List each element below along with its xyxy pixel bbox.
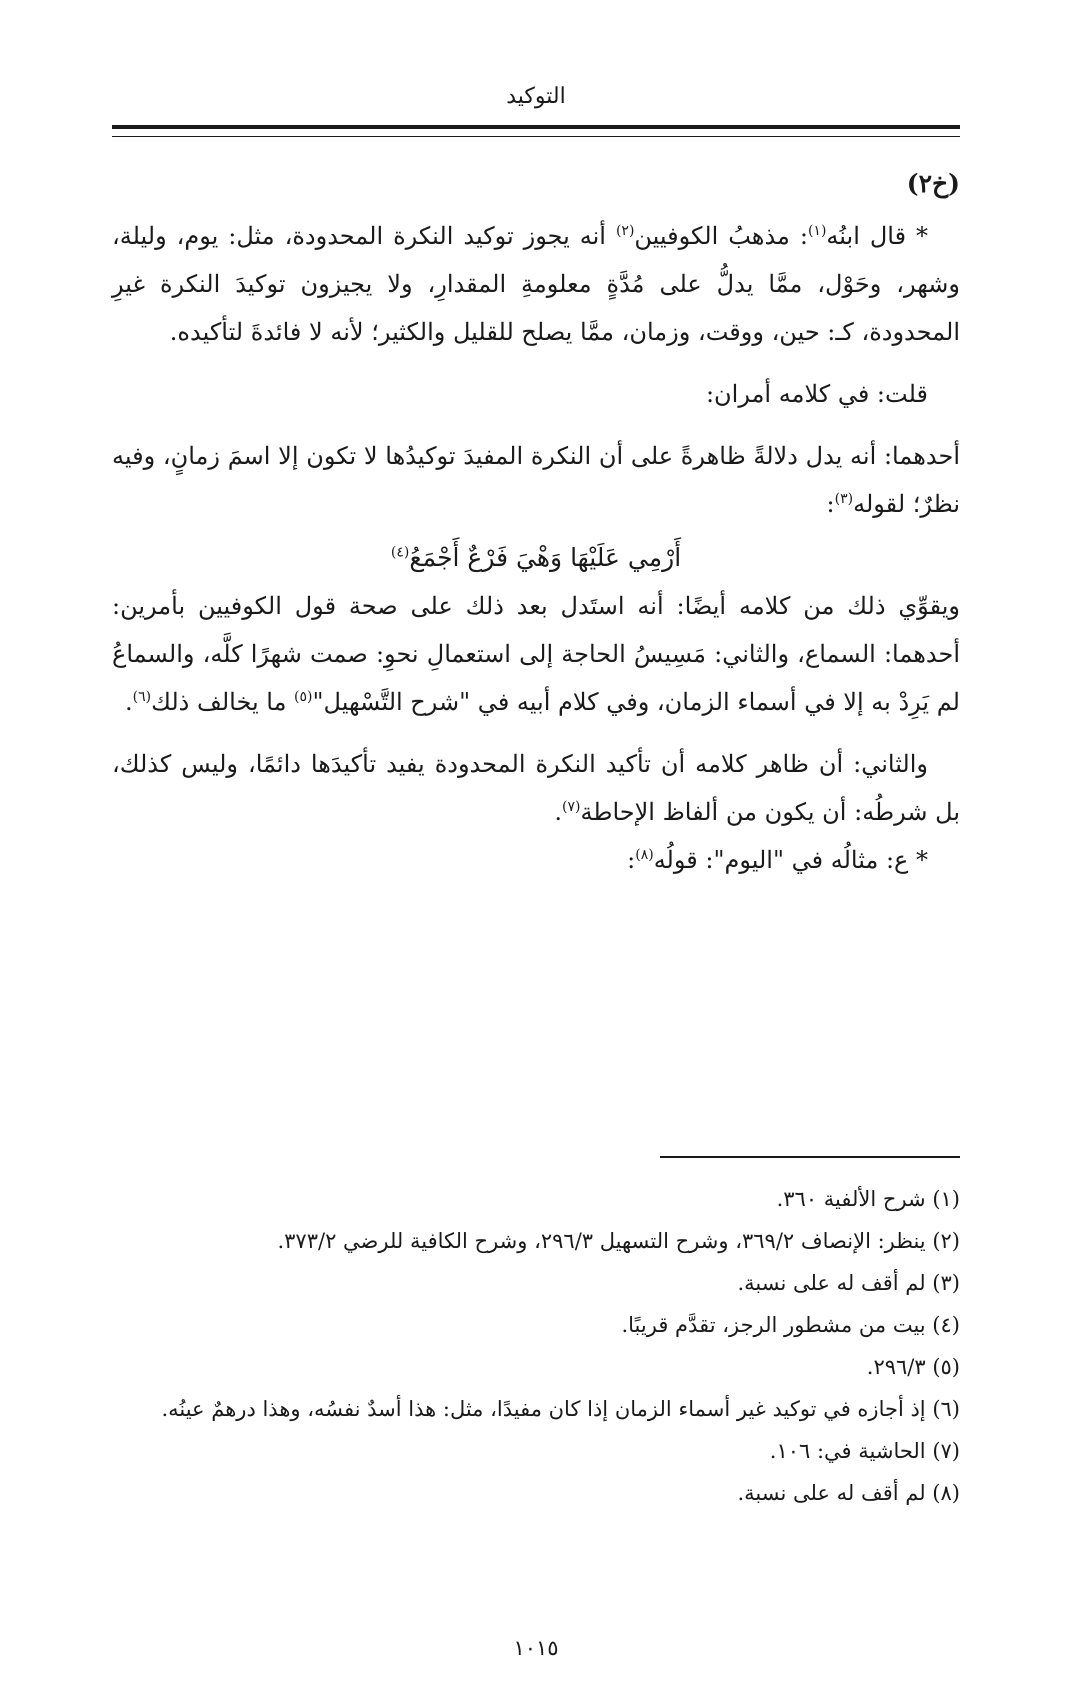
footnote-ref-1: (١) — [807, 223, 827, 239]
text-run: : — [826, 490, 835, 518]
text-run: : مذهبُ الكوفيين — [634, 222, 808, 250]
section-mark: (خ٢) — [906, 169, 960, 198]
footnote-4: (٤) بيت من مشطور الرجز، تقدَّم قريبًا. — [621, 1313, 960, 1337]
footnote-ref-5: (٥) — [294, 689, 313, 705]
header-rule-thick — [112, 125, 960, 129]
text-run: . — [554, 798, 563, 826]
footnote-ref-8: (٨) — [635, 847, 654, 863]
footnote-ref-4: (٤) — [390, 544, 410, 561]
text-run: * قال ابنُه — [826, 222, 928, 250]
footnote-ref-6: (٦) — [132, 689, 152, 705]
text-run: ما يخالف ذلك — [151, 688, 295, 716]
footnote-separator — [660, 1156, 960, 1158]
paragraph-5 — [112, 740, 960, 836]
text-run: ويقوِّي ذلك من كلامه أيضًا: أنه استَدل بعد ذلك على صحة قول الكوفيين بأمرين: أحدهما: السماع، والثاني: مَسِيسُ الحاجة إلى استعمالِ نحوِ: صمت شهرًا كلَّه، والسماعُ لم يَرِدْ به إلا في أسماء الزمان، وفي كلام أبيه في "شرح التَّسْهيل" — [112, 592, 960, 716]
footnote-6: (٦) إذ أجازه في توكيد غير أسماء الزمان إذا كان مفيدًا، مثل: هذا أسدٌ نفسُه، وهذا درهمٌ عينُه. — [161, 1397, 960, 1421]
paragraph-1 — [112, 212, 960, 356]
book-page — [112, 0, 960, 1698]
footnote-5: (٥) ٢٩٦/٣. — [866, 1355, 960, 1379]
footnote-ref-2: (٢) — [615, 223, 635, 239]
text-run: أحدهما: أنه يدل دلالةً ظاهرةً على أن النكرة المفيدَ توكيدُها لا تكون إلا اسمَ زمانٍ، وفيه نظرٌ؛ لقوله — [112, 442, 961, 518]
paragraph-3 — [112, 432, 960, 528]
footnote-ref-7: (٧) — [562, 799, 581, 815]
paragraph-2 — [112, 370, 960, 418]
text-run: والثاني: أن ظاهر كلامه أن تأكيد النكرة المحدودة يفيد تأكيدَها دائمًا، وليس كذلك، بل شرطُه: أن يكون من ألفاظ الإحاطة — [112, 750, 960, 826]
verse-text: أَرْمِي عَلَيْهَا وَهْيَ فَرْعٌ أَجْمَعُ — [409, 543, 682, 572]
page-number: ١٠١٥ — [513, 1636, 559, 1660]
running-title: التوكيد — [506, 84, 566, 109]
text-run: أنه يجوز توكيد النكرة المحدودة، مثل: يوم، وليلة، وشهر، وحَوْل، ممَّا يدلُّ على مُدَّةٍ معلومةِ المقدارِ، ولا يجيزون توكيدَ النكرة غيرِ المحدودة، كـ: حين، ووقت، وزمان، ممَّا يصلح للقليل والكثير؛ لأنه لا فائدةَ لتأكيده. — [112, 222, 960, 346]
verse-line — [112, 534, 960, 582]
text-run: : — [627, 846, 636, 874]
main-text — [112, 160, 960, 884]
text-run: . — [125, 688, 133, 716]
footnote-1: (١) شرح الألفية ٣٦٠. — [776, 1187, 960, 1211]
paragraph-4 — [112, 582, 960, 726]
paragraph-6 — [112, 836, 960, 884]
footnote-3: (٣) لم أقف له على نسبة. — [737, 1271, 960, 1295]
footnote-8: (٨) لم أقف له على نسبة. — [737, 1481, 960, 1505]
footnote-2: (٢) ينظر: الإنصاف ٣٦٩/٢، وشرح التسهيل ٢٩٦/٣، وشرح الكافية للرضي ٣٧٣/٢. — [277, 1229, 960, 1253]
text-run: قلت: في كلامه أمران: — [705, 380, 928, 408]
footnote-ref-3: (٣) — [834, 491, 854, 507]
footnotes — [112, 1178, 960, 1514]
text-run: * ع: مثالُه في "اليوم": قولُه — [653, 846, 928, 874]
footnote-7: (٧) الحاشية في: ١٠٦. — [769, 1439, 960, 1463]
header-rule-thin — [112, 136, 960, 137]
